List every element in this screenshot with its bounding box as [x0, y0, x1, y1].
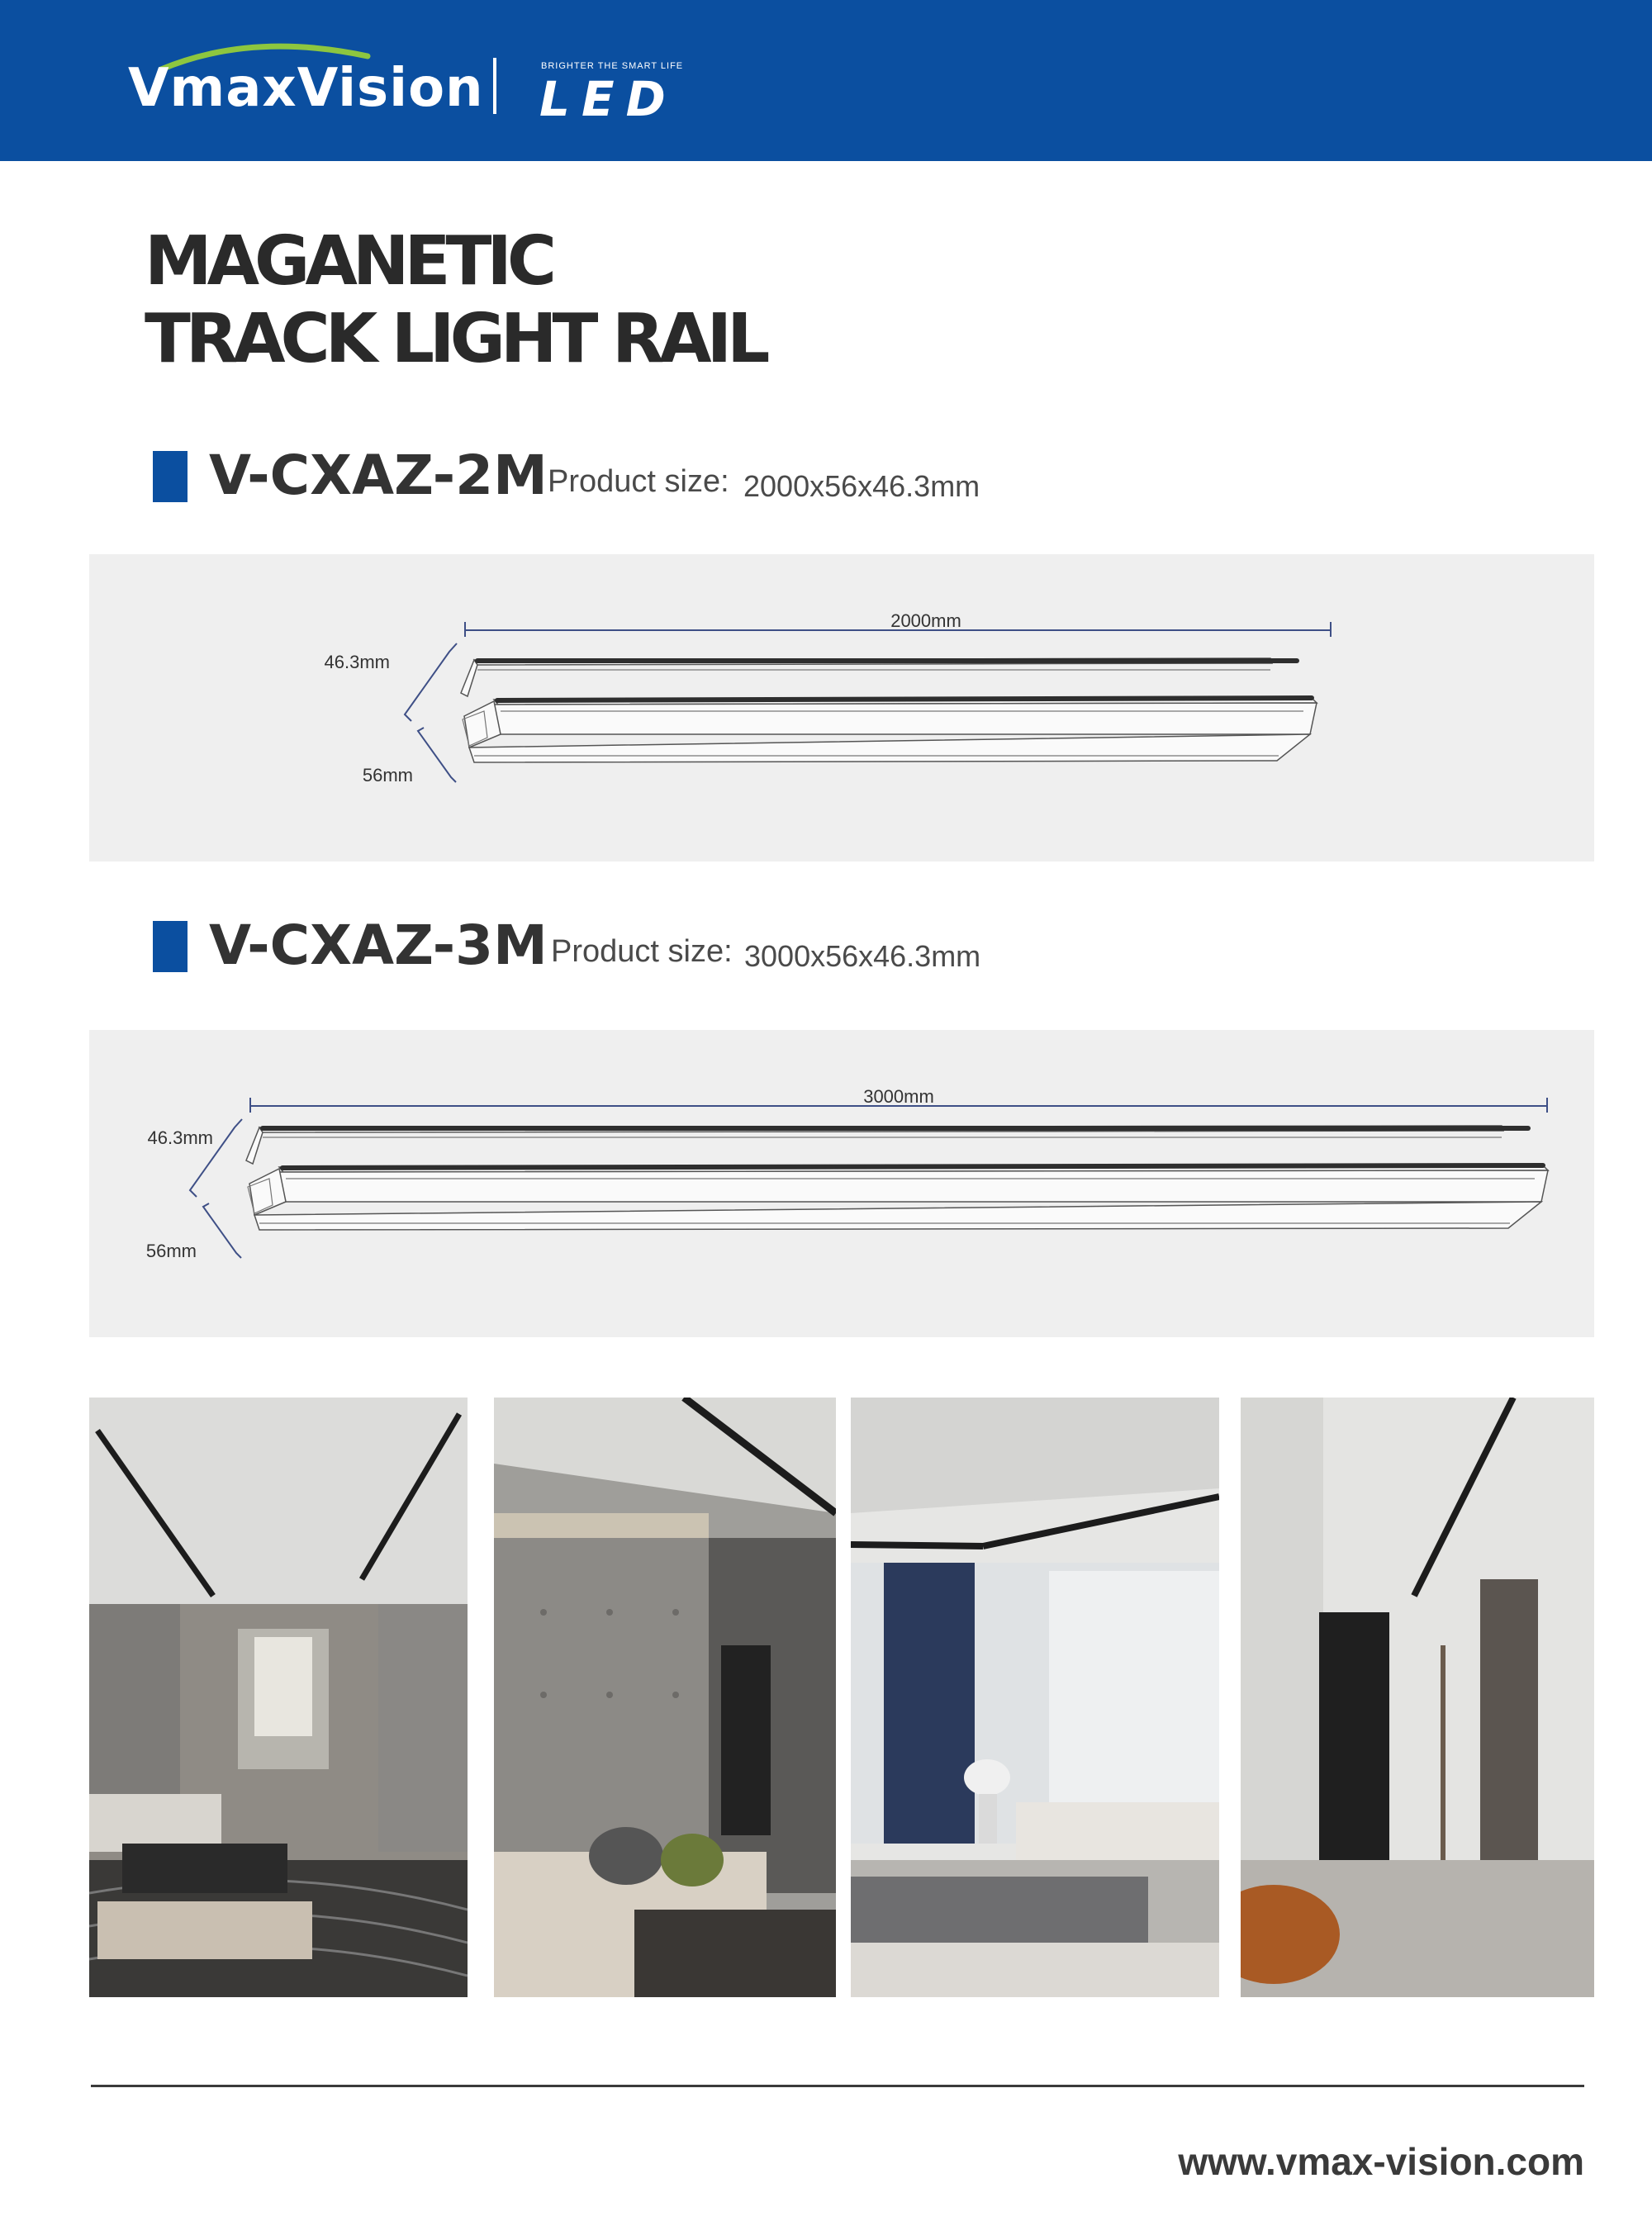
width-dimension: 56mm	[362, 765, 413, 785]
length-dimension: 2000mm	[890, 610, 961, 631]
header-bar	[0, 0, 1652, 161]
height-dimension: 46.3mm	[324, 652, 390, 672]
rail-diagram-3m	[89, 1030, 1594, 1337]
model-name: V-CXAZ-2M	[209, 444, 548, 507]
title-line-1: MAGANETIC	[145, 222, 553, 301]
bedroom-image	[851, 1398, 1219, 1997]
page-title	[145, 223, 765, 378]
size-value: 3000x56x46.3mm	[744, 939, 981, 973]
height-dimension: 46.3mm	[147, 1127, 213, 1148]
interior-photo-living-room	[89, 1398, 468, 1997]
length-dimension: 3000mm	[863, 1086, 934, 1107]
website-link[interactable]: www.vmax-vision.com	[1178, 2140, 1584, 2183]
hallway-image	[1241, 1398, 1594, 1997]
model-marker	[153, 451, 188, 502]
size-label: Product size:	[548, 464, 729, 499]
width-dimension: 56mm	[145, 1241, 197, 1261]
title-line-2: TRACK LIGHT RAIL	[145, 300, 766, 378]
model-marker	[153, 921, 188, 972]
technical-drawing-2m	[89, 554, 1594, 861]
brand-tagline: BRIGHTER THE SMART LIFE	[541, 61, 684, 71]
logo-divider	[493, 58, 496, 114]
brand-logo[interactable]	[128, 40, 706, 131]
footer-divider	[91, 2085, 1584, 2087]
rail-diagram-2m	[89, 554, 1594, 861]
interior-photo-bedroom	[851, 1398, 1219, 1997]
lounge-image	[494, 1398, 836, 1997]
model-name: V-CXAZ-3M	[209, 914, 548, 977]
product-heading-3m	[153, 914, 1392, 980]
interior-photo-hallway	[1241, 1398, 1594, 1997]
product-heading-2m	[153, 444, 1392, 510]
technical-drawing-3m	[89, 1030, 1594, 1337]
interior-photo-lounge	[494, 1398, 836, 1997]
brand-led: LED	[539, 71, 677, 127]
living-room-image	[89, 1398, 468, 1997]
size-label: Product size:	[551, 934, 733, 969]
brand-name: VmaxVision	[128, 58, 484, 119]
size-value: 2000x56x46.3mm	[743, 469, 980, 503]
